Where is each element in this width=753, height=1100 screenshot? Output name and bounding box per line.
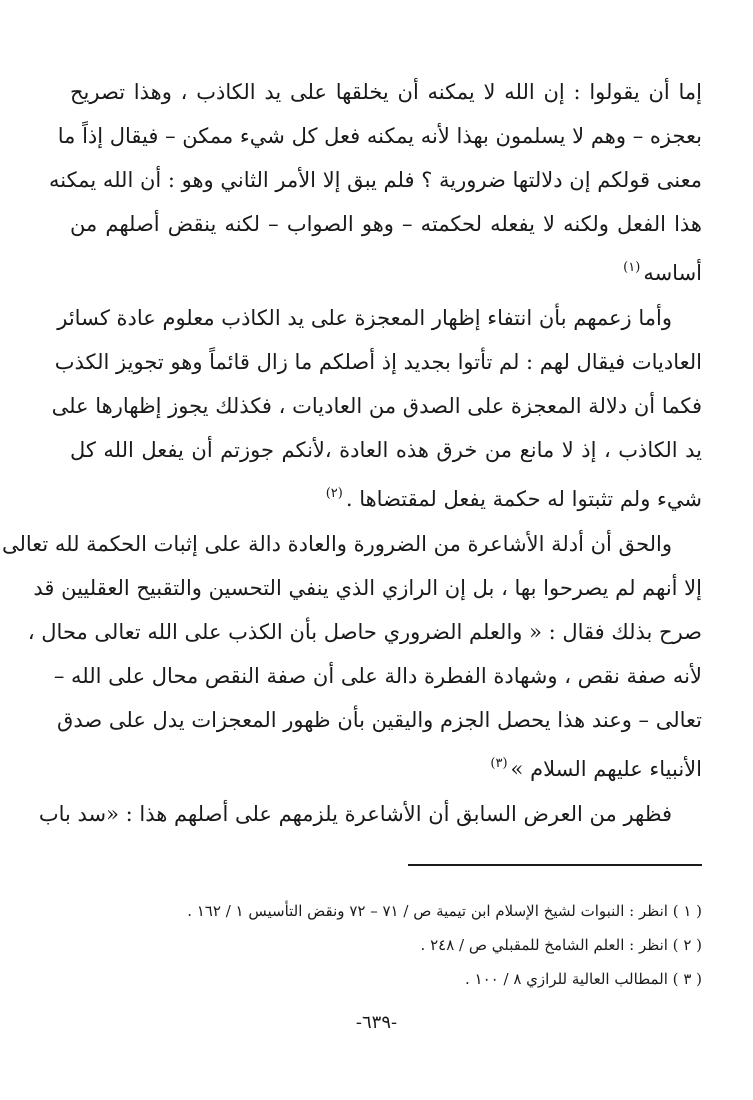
footnote-ref-1: (١): [623, 260, 641, 275]
footnote-separator: [408, 864, 702, 866]
text-line: وأما زعمهم بأن انتفاء إظهار المعجزة على يد الكاذب معلوم عادة كسائر: [57, 306, 672, 330]
text-line: العاديات فيقال لهم : لم تأتوا بجديد إذ أصلكم ما زال قائماً وهو تجويز الكذب: [54, 350, 702, 374]
line-text: الأنبياء عليهم السلام »: [510, 757, 702, 781]
footnote-1: ( ١ ) انظر : النبوات لشيخ الإسلام ابن تيمية ص / ٧١ – ٧٢ ونقض التأسيس ١ / ١٦٢ .: [187, 902, 702, 920]
footnote-2: ( ٢ ) انظر : العلم الشامخ للمقبلي ص / ٢٤٨ .: [420, 936, 702, 954]
text-line: معنى قولكم إن دلالتها ضرورية ؟ فلم يبق إلا الأمر الثاني وهو : أن الله يمكنه: [48, 168, 702, 192]
text-line: بعجزه – وهم لا يسلمون بهذا لأنه يمكنه فعل كل شيء ممكن – فيقال إذاً ما: [57, 124, 702, 148]
text-line: [70, 246, 702, 290]
footnote-ref-3: (٣): [490, 756, 508, 771]
text-line: إلا أنهم لم يصرحوا بها ، بل إن الرازي الذي ينفي التحسين والتقبيح العقليين قد: [33, 576, 702, 600]
footnote-ref-2: (٢): [325, 486, 343, 501]
line-text: شيء ولم تثبتوا له حكمة يفعل لمقتضاها .: [345, 487, 702, 511]
text-line: تعالى – وعند هذا يحصل الجزم واليقين بأن ظهور المعجزات يدل على صدق: [57, 708, 702, 732]
line-text: أساسه: [643, 261, 702, 285]
text-line: هذا الفعل ولكنه لا يفعله لحكمته – وهو الصواب – لكنه ينقض أصلهم من: [70, 212, 702, 236]
text-line: يد الكاذب ، إذ لا مانع من خرق هذه العادة ،لأنكم جوزتم أن يفعل الله كل: [70, 438, 702, 462]
text-line: فكما أن دلالة المعجزة على الصدق من العاديات ، فكذلك يجوز إظهارها على: [51, 394, 702, 418]
text-line: [70, 472, 702, 516]
text-line: [70, 742, 702, 786]
footnote-3: ( ٣ ) المطالب العالية للرازي ٨ / ١٠٠ .: [465, 970, 702, 988]
text-line: فظهر من العرض السابق أن الأشاعرة يلزمهم على أصلهم هذا : «سد باب: [38, 802, 672, 826]
page-number: -٦٣٩-: [355, 1012, 398, 1033]
text-line: إما أن يقولوا : إن الله لا يمكنه أن يخلقها على يد الكاذب ، وهذا تصريح: [70, 80, 702, 104]
text-line: والحق أن أدلة الأشاعرة من الضرورة والعادة دالة على إثبات الحكمة لله تعالى: [1, 532, 672, 556]
text-line: صرح بذلك فقال : « والعلم الضروري حاصل بأن الكذب على الله تعالى محال ،: [27, 620, 702, 644]
text-line: لأنه صفة نقص ، وشهادة الفطرة دالة على أن صفة النقص محال على الله –: [53, 664, 702, 688]
